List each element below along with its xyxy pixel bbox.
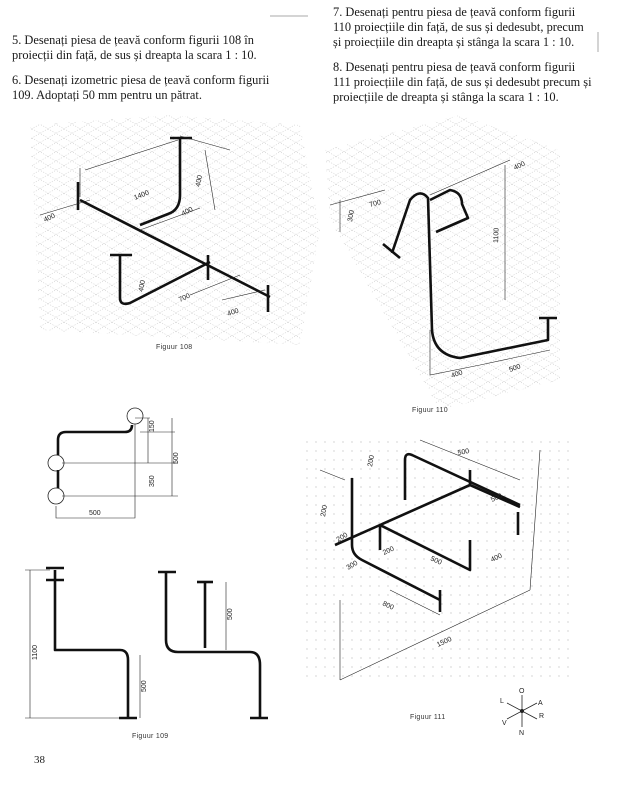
figure-108 — [30, 115, 320, 345]
task-8-text: 8. Desenați pentru piesa de țeavă conform figurii 111 proiecțiile din față, de sus și dedesubt precum și proiecțiile de dreapta și stânga la scara 1 : 10. — [333, 60, 592, 104]
figure-111 — [305, 440, 570, 737]
fig111-dim-11: 1500 — [435, 635, 453, 649]
fig110-dim-3: 400 — [512, 160, 527, 172]
compass-lower-left: V — [502, 720, 507, 727]
fig109-dim-3: 350 — [149, 475, 156, 487]
fig111-dim-1: 500 — [457, 448, 470, 457]
fig111-dim-5: 200 — [335, 531, 350, 544]
fig109-dim-1: 150 — [149, 420, 156, 432]
fig109-dim-6: 500 — [227, 608, 234, 620]
fig111-dim-6: 300 — [345, 559, 360, 572]
fig108-dim-7: 400 — [226, 307, 240, 318]
fig111-dim-8: 500 — [429, 555, 443, 567]
fig111-dim-4: 200 — [320, 504, 329, 518]
fig110-dim-4: 1100 — [493, 227, 501, 244]
fig109-side-pipe — [166, 572, 260, 718]
fig108-dim-2: 400 — [195, 174, 204, 188]
fig111-dim-9: 400 — [489, 552, 504, 564]
compass-bottom: N — [519, 730, 525, 737]
fig111-caption: Figuur 111 — [410, 714, 446, 721]
fig111-dim-3: 500 — [489, 492, 504, 504]
fig111-dim-10: 800 — [381, 600, 395, 612]
fig111-dim-2: 200 — [367, 454, 376, 468]
task-7-text: 7. Desenați pentru piesa de țeavă conform figurii 110 proiecțiile din față, de sus și dedesubt, precum și proiecțiile din dreapta și stânga la scara 1 : 10. — [333, 5, 584, 49]
fig110-dim-2: 300 — [347, 209, 356, 223]
task-6-text: 6. Desenați izometric piesa de țeavă conform figurii 109. Adoptați 50 mm pentru un pătrat. — [12, 73, 270, 102]
compass-top: O — [519, 688, 525, 695]
fig109-dim-2: 500 — [173, 452, 180, 464]
figure-110 — [325, 115, 560, 410]
compass-rose — [500, 688, 544, 737]
compass-left: L — [500, 698, 504, 705]
fig109-front-pipe — [55, 570, 128, 718]
fig110-caption: Figuur 110 — [412, 407, 448, 414]
fig108-dim-4: 400 — [180, 206, 195, 218]
fig108-dim-5: 400 — [138, 279, 147, 293]
task-5-text: 5. Desenați piesa de țeavă conform figurii 108 în proiecții din față, de sus și dreapta la scara 1 : 10. — [12, 33, 257, 62]
compass-lower-right: A — [538, 700, 543, 707]
fig111-dim-7: 200 — [381, 545, 396, 557]
fig109-dim-7: 500 — [141, 680, 148, 692]
fig108-grid — [30, 115, 320, 345]
fig110-dim-5: 400 — [450, 369, 464, 380]
fig108-caption: Figuur 108 — [156, 344, 193, 351]
fig108-dim-6: 700 — [177, 292, 192, 304]
fig109-top-pipe — [58, 425, 132, 455]
fig110-grid — [325, 115, 560, 410]
compass-right: R — [539, 713, 545, 720]
fig109-caption: Figuur 109 — [132, 733, 169, 740]
fig109-dim-5: 1100 — [32, 644, 39, 660]
fig109-dim-4: 500 — [89, 510, 101, 517]
fig108-dim-1: 1400 — [133, 189, 151, 202]
fig110-dim-1: 700 — [368, 199, 382, 209]
figure-109 — [25, 408, 268, 718]
fig110-dim-6: 500 — [508, 363, 522, 374]
fig108-dim-3: 400 — [42, 212, 57, 224]
page-number: 38 — [34, 754, 45, 766]
